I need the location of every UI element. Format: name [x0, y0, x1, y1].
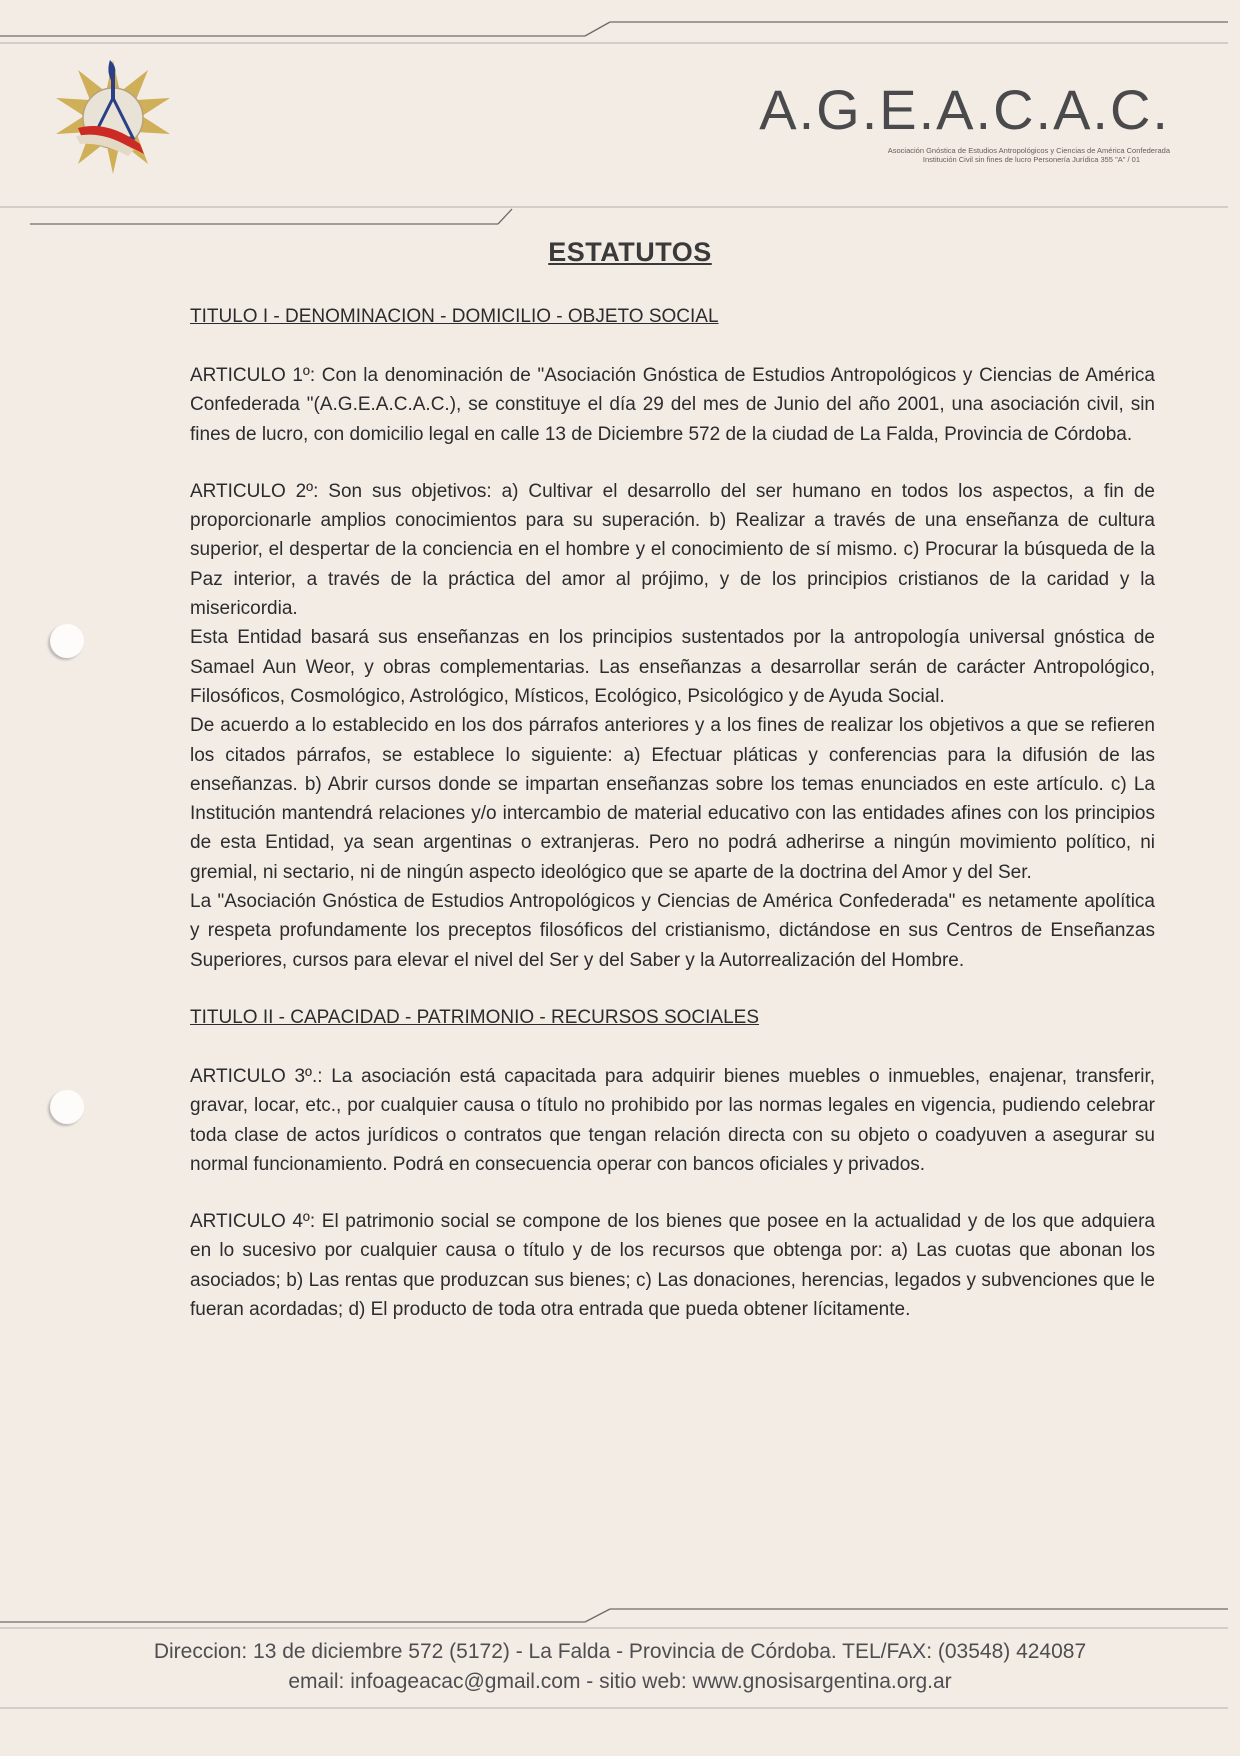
footer-contact: email: infoageacac@gmail.com - sitio web: www.gnosisargentina.org.ar — [288, 1670, 952, 1693]
article-3: ARTICULO 3º.: La asociación está capacitada para adquirir bienes muebles o inmuebles, enajenar, transferir, gravar, locar, etc., por cualquier causa o título no prohibido por las normas legales en vigencia, pudiendo celebrar toda clase de actos jurídicos o contratos que tengan relación directa con su objeto o coadyuven a asegurar su normal funcionamiento. Podrá en consecuencia operar con bancos oficiales y privados. — [190, 1065, 1155, 1175]
header-top-rule — [0, 10, 1240, 50]
footer-address: Direccion: 13 de diciembre 572 (5172) - La Falda - Provincia de Córdoba. TEL/FAX: (03548) 424087 — [153, 1640, 1087, 1663]
punch-hole-top — [50, 624, 84, 658]
document-title: ESTATUTOS — [548, 237, 712, 267]
article-2-paragraph-4: La "Asociación Gnóstica de Estudios Antropológicos y Ciencias de América Confederada" es netamente apolítica y respeta profundamente los preceptos filosóficos del cristianismo, dictándose en sus Centros de Enseñanzas Superiores, cursos para elevar el nivel del Ser y del Saber y la Autorrealización del Hombre. — [190, 891, 1155, 971]
article-2: ARTICULO 2º: Son sus objetivos: a) Cultivar el desarrollo del ser humano en todos los aspectos, a fin de proporcionarle amplios conocimientos para su superación. b) Realizar a través de una enseñanza de cultura superior, el despertar de la conciencia en el hombre y el conocimiento de sí mismo. c) Procurar la búsqueda de la Paz interior, a través de la práctica del amor al prójimo, y de los principios cristianos de la caridad y la misericordia. — [190, 480, 1155, 620]
header-bottom-rule — [0, 200, 1240, 230]
section-heading-titulo-2: TITULO II - CAPACIDAD - PATRIMONIO - RECURSOS SOCIALES — [190, 1006, 760, 1028]
footer-bottom-rule — [0, 1700, 1240, 1730]
ageacac-logo — [48, 52, 178, 182]
organization-acronym: A.G.E.A.C.A.C. — [759, 78, 1170, 141]
punch-hole-bottom — [50, 1090, 84, 1124]
article-2-paragraph-2: Esta Entidad basará sus enseñanzas en los principios sustentados por la antropología universal gnóstica de Samael Aun Weor, y obras complementarias. Las enseñanzas a desarrollar serán de carácter Antropológico, Filosóficos, Cosmológico, Astrológico, Místicos, Ecológico, Psicológico y de Ayuda Social. — [190, 627, 1155, 707]
article-1: ARTICULO 1º: Con la denominación de "Asociación Gnóstica de Estudios Antropológicos y Ciencias de América Confederada "(A.G.E.A.C.A.C.), se constituye el día 29 del mes de Junio del año 2001, una asociación civil, sin fines de lucro, con domicilio legal en calle 13 de Diciembre 572 de la ciudad de La Falda, Provincia de Córdoba. — [190, 365, 1155, 445]
footer-top-rule — [0, 1600, 1240, 1630]
section-heading-titulo-1: TITULO I - DENOMINACION - DOMICILIO - OBJETO SOCIAL — [190, 306, 719, 327]
contact-footer — [0, 1637, 1240, 1697]
statutes-body — [190, 302, 1155, 1324]
article-2-paragraph-3: De acuerdo a lo establecido en los dos párrafos anteriores y a los fines de realizar los objetivos a que se refieren los citados párrafos, se establece lo siguiente: a) Efectuar pláticas y conferencias para la difusión de las enseñanzas. b) Abrir cursos donde se impartan enseñanzas sobre los temas enunciados en este artículo. c) La Institución mantendrá relaciones y/o intercambio de material educativo con las entidades afines con los principios de esta Entidad, ya sean argentinas o extranjeras. Pero no podrá adherirse a ningún movimiento político, ni gremial, ni sectario, ni de ningún aspecto ideológico que se aparte de la doctrina del Amor y del Ser. — [190, 715, 1155, 883]
organization-header — [610, 80, 1170, 164]
organization-fullname: Asociación Gnóstica de Estudios Antropológicos y Ciencias de América Confederada — [887, 146, 1170, 155]
article-4: ARTICULO 4º: El patrimonio social se compone de los bienes que posee en la actualidad y de los que adquiera en lo sucesivo por cualquier causa o título y de los recursos que obtenga por: a) Las cuotas que abonan los asociados; b) Las rentas que produzcan sus bienes; c) Las donaciones, herencias, legados y subvenciones que le fueran acordadas; d) El producto de toda otra entrada que pueda obtener lícitamente. — [190, 1211, 1155, 1321]
organization-legal-status: Institución Civil sin fines de lucro Personería Jurídica 355 "A" / 01 — [922, 155, 1140, 164]
